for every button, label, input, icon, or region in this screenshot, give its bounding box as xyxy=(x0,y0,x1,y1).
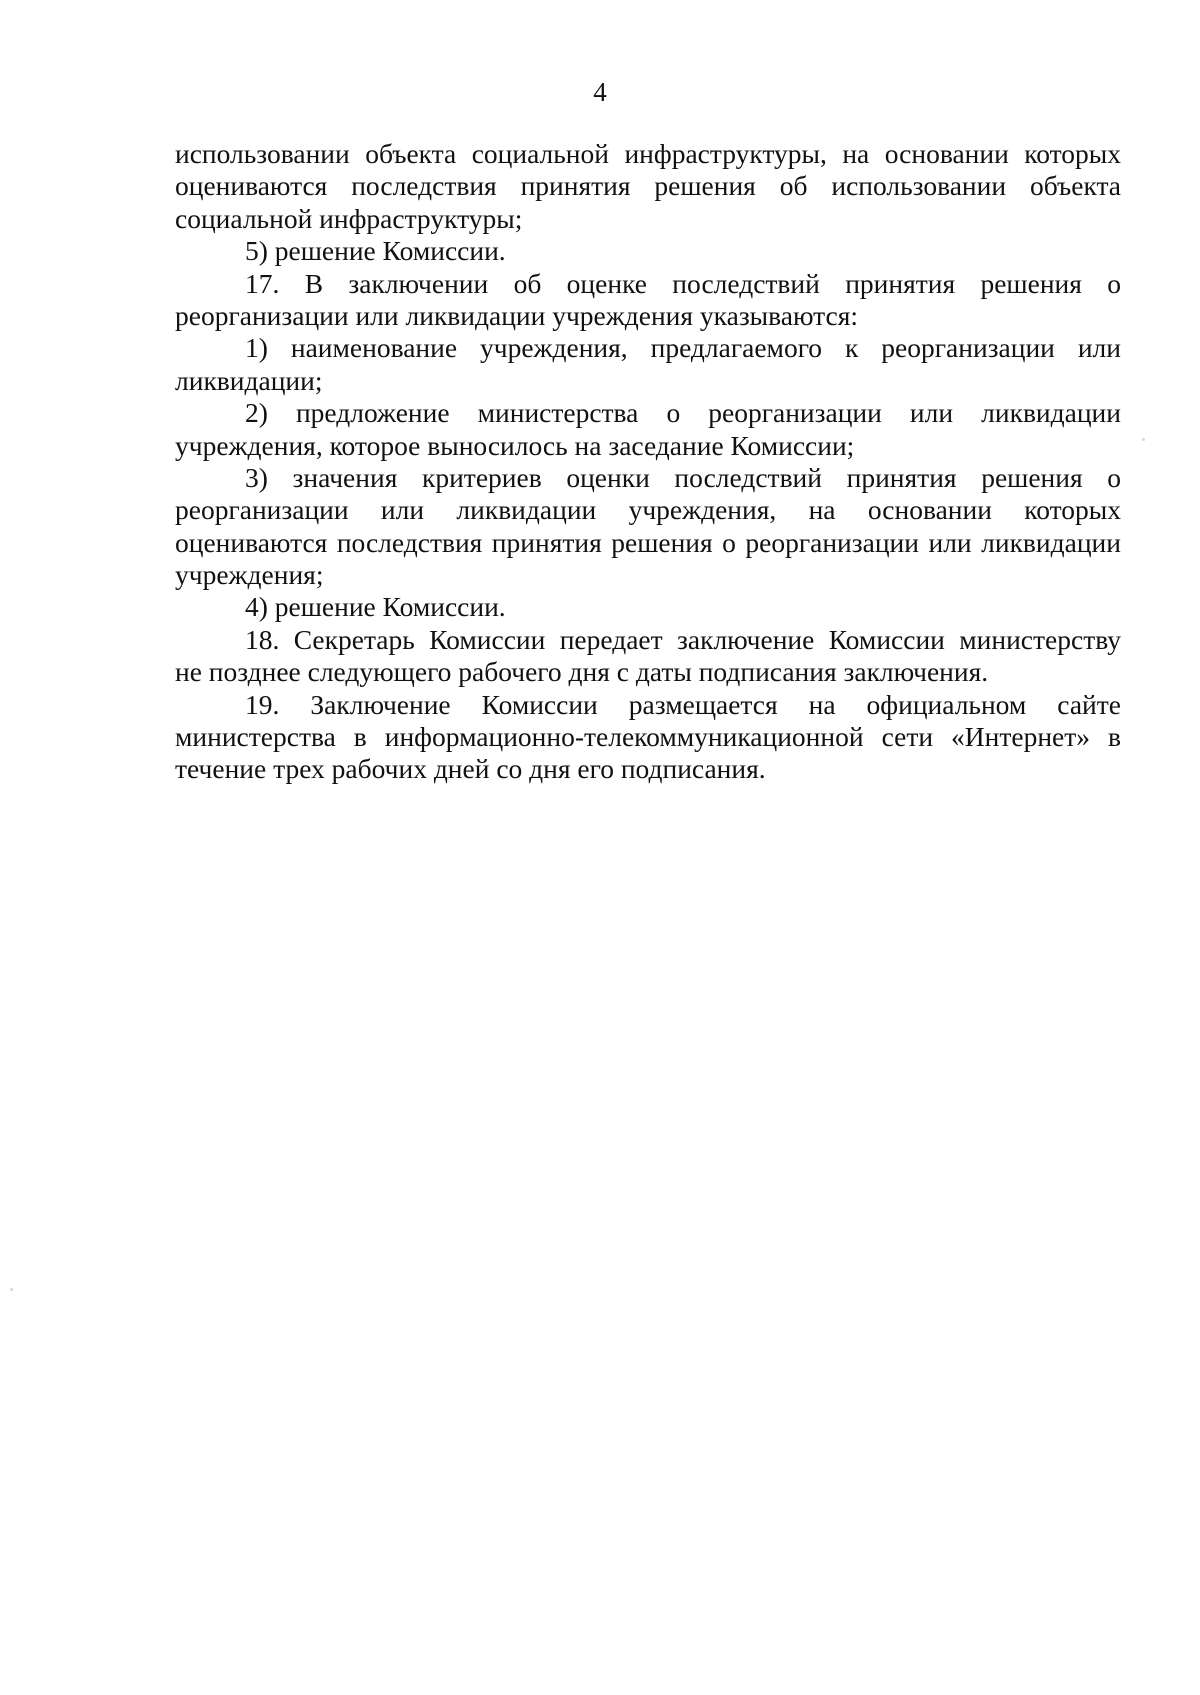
text-line: не позднее следующего рабочего дня с даты подписания заключения. xyxy=(175,656,989,688)
text-line: ликвидации; xyxy=(175,364,323,396)
text-line: 3) значения критериев оценки последствий принятия решения о xyxy=(245,461,1121,493)
text-line: реорганизации или ликвидации учреждения, на основании которых xyxy=(175,494,1121,526)
text-line: оцениваются последствия принятия решения о реорганизации или ликвидации xyxy=(175,526,1121,558)
text-line: 4) решение Комиссии. xyxy=(245,591,506,623)
text-line: социальной инфраструктуры; xyxy=(175,202,523,234)
text-line: учреждения; xyxy=(175,559,324,591)
text-line: 1) наименование учреждения, предлагаемого к реорганизации или xyxy=(245,332,1121,364)
text-line: 2) предложение министерства о реорганизации или ликвидации xyxy=(245,397,1121,429)
text-line: министерства в информационно-телекоммуникационной сети «Интернет» в xyxy=(175,721,1121,753)
text-line: течение трех рабочих дней со дня его подписания. xyxy=(175,753,766,785)
text-line: 5) решение Комиссии. xyxy=(245,235,506,267)
text-line: 18. Секретарь Комиссии передает заключение Комиссии министерству xyxy=(245,623,1121,655)
text-line: реорганизации или ликвидации учреждения указываются: xyxy=(175,299,859,331)
document-body xyxy=(175,138,1121,786)
scan-mark xyxy=(1142,438,1145,441)
text-line: использовании объекта социальной инфраструктуры, на основании которых xyxy=(175,138,1121,169)
text-line: 17. В заключении об оценке последствий принятия решения о xyxy=(245,267,1121,299)
text-line: 19. Заключение Комиссии размещается на официальном сайте xyxy=(245,688,1121,720)
text-line: учреждения, которое выносилось на заседание Комиссии; xyxy=(175,429,855,461)
text-line: оцениваются последствия принятия решения об использовании объекта xyxy=(175,170,1121,202)
page-number: 4 xyxy=(593,77,607,107)
scan-mark xyxy=(10,1288,13,1291)
